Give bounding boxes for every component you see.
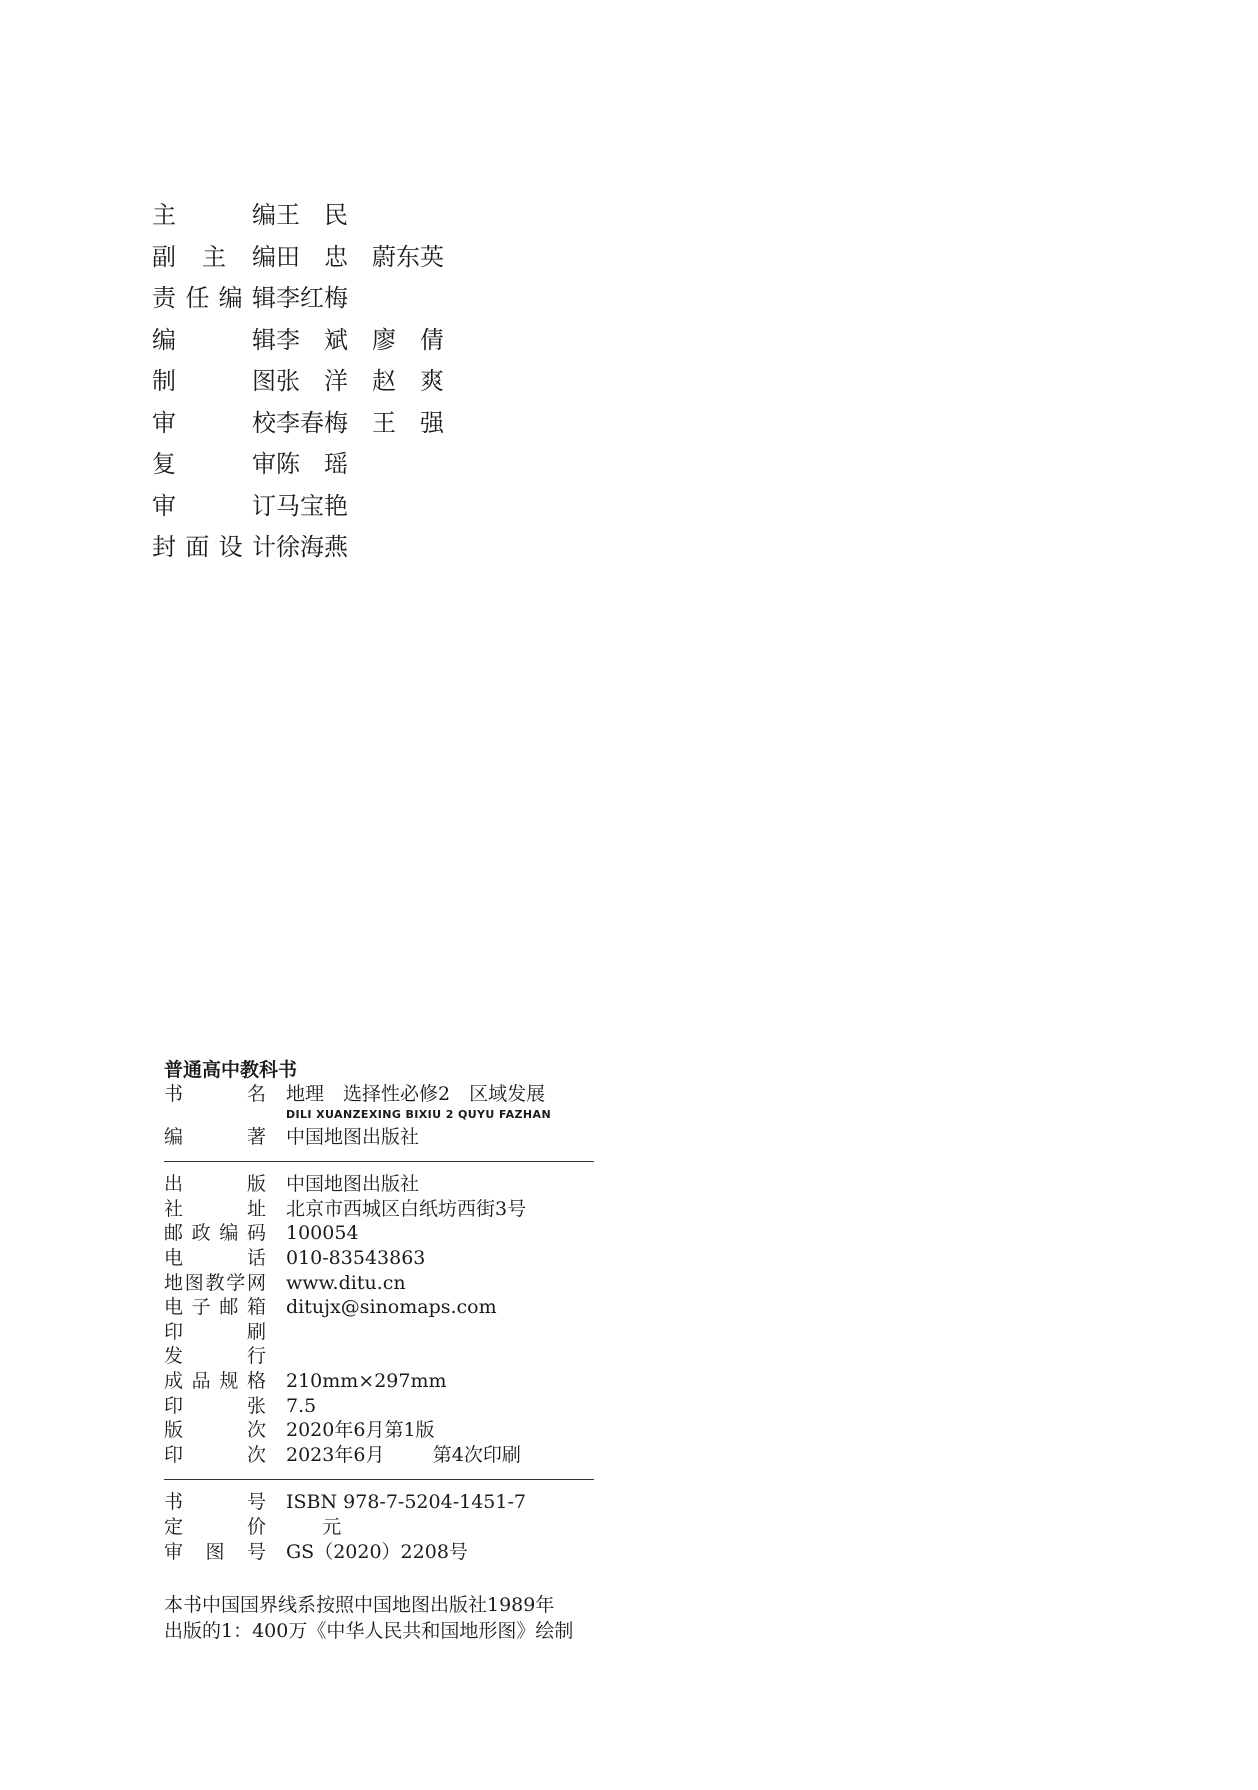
field-label	[164, 1221, 266, 1246]
label-char: 品	[191, 1369, 211, 1392]
label-char: 次	[246, 1419, 266, 1442]
field-value: 2020年6月第1版	[286, 1419, 435, 1442]
label-char: 码	[246, 1222, 266, 1245]
credit-value: 廖倩	[372, 325, 468, 354]
label-char: 编	[152, 325, 176, 354]
field-label	[164, 1246, 266, 1271]
credits-list	[152, 192, 468, 566]
detail-row	[164, 1295, 594, 1320]
credit-value: 李红梅	[276, 284, 348, 313]
divider	[164, 1161, 594, 1162]
field-value: 中国地图出版社	[286, 1173, 420, 1196]
price-value: 元	[286, 1515, 342, 1538]
label-char: 出	[164, 1173, 184, 1196]
label-char: 址	[246, 1197, 266, 1220]
label-char: 设	[218, 533, 243, 562]
credit-label	[152, 444, 276, 479]
map-review-row	[164, 1540, 594, 1565]
divider	[164, 1479, 594, 1480]
field-label	[164, 1490, 266, 1515]
label-char: 面	[185, 533, 210, 562]
field-label	[164, 1295, 266, 1320]
label-char: 辑	[252, 325, 276, 354]
label-char: 主	[152, 201, 176, 230]
detail-row	[164, 1246, 594, 1271]
field-value: ditujx@sinomaps.com	[286, 1296, 497, 1319]
label-char: 编	[219, 1222, 239, 1245]
label-char: 图	[205, 1540, 225, 1563]
detail-row	[164, 1369, 594, 1394]
series-title: 普通高中教科书	[164, 1059, 298, 1081]
boundary-note	[164, 1592, 594, 1644]
label-char: 号	[246, 1491, 266, 1514]
publication-details	[164, 1172, 594, 1467]
label-char: 印	[164, 1320, 184, 1343]
field-label	[164, 1369, 266, 1394]
credit-value: 李春梅	[276, 408, 348, 437]
field-label	[164, 1197, 266, 1222]
book-name-value: 地理 选择性必修2 区域发展	[286, 1083, 546, 1105]
field-label	[164, 1172, 266, 1197]
field-value: 100054	[286, 1222, 359, 1245]
label-char: 任	[185, 284, 210, 313]
label-char: 箱	[246, 1296, 266, 1319]
label-char: 邮	[164, 1222, 184, 1245]
note-line: 本书中国国界线系按照中国地图出版社1989年	[164, 1594, 555, 1617]
label-char: 校	[252, 408, 276, 437]
credit-value: 赵爽	[372, 367, 468, 396]
field-label	[164, 1125, 266, 1150]
credit-label	[152, 320, 276, 355]
field-label	[164, 1540, 266, 1565]
label-char: 张	[246, 1394, 266, 1417]
label-char: 审	[152, 408, 176, 437]
credit-row	[152, 400, 468, 442]
field-label	[164, 1443, 266, 1468]
label-char: 图	[184, 1271, 204, 1294]
field-label	[164, 1320, 266, 1345]
label-char: 名	[246, 1083, 266, 1105]
label-char: 学	[226, 1271, 246, 1294]
credit-value: 李斌	[276, 325, 372, 354]
label-char: 次	[246, 1443, 266, 1466]
label-char: 电	[164, 1246, 184, 1269]
credit-value: 马宝艳	[276, 491, 348, 520]
label-char: 书	[164, 1083, 184, 1105]
credit-label	[152, 361, 276, 396]
field-label	[164, 1394, 266, 1419]
label-char: 政	[191, 1222, 211, 1245]
credit-value: 王民	[276, 201, 372, 230]
label-char: 网	[246, 1271, 266, 1294]
label-char: 编	[164, 1125, 184, 1148]
author-row	[164, 1125, 594, 1150]
credit-value: 陈瑶	[276, 450, 372, 479]
detail-row	[164, 1418, 594, 1443]
field-label	[164, 1082, 266, 1107]
label-char: 主	[202, 242, 226, 271]
credit-row	[152, 441, 468, 483]
detail-row	[164, 1443, 594, 1468]
label-char: 成	[164, 1369, 184, 1392]
detail-row	[164, 1221, 594, 1246]
label-char: 行	[246, 1345, 266, 1368]
isbn-row	[164, 1490, 594, 1515]
label-char: 邮	[219, 1296, 239, 1319]
label-char: 书	[164, 1491, 184, 1514]
label-char: 计	[251, 533, 276, 562]
book-name-pinyin: DILI XUANZEXING BIXIU 2 QUYU FAZHAN	[286, 1107, 552, 1121]
map-review-value: GS（2020）2208号	[286, 1540, 468, 1563]
label-char: 复	[152, 450, 176, 479]
label-char: 刷	[246, 1320, 266, 1343]
credit-row	[152, 192, 468, 234]
note-line: 出版的1：400万《中华人民共和国地形图》绘制	[164, 1620, 574, 1643]
credit-label	[152, 527, 276, 562]
field-value: 210mm×297mm	[286, 1369, 447, 1392]
detail-row	[164, 1320, 594, 1345]
label-char: 封	[152, 533, 176, 562]
imprint-block	[164, 1058, 594, 1644]
isbn-value: ISBN 978-7-5204-1451-7	[286, 1491, 526, 1514]
label-char: 号	[246, 1540, 266, 1563]
detail-row	[164, 1172, 594, 1197]
credit-label	[152, 278, 276, 313]
label-char: 社	[164, 1197, 184, 1220]
label-char: 教	[205, 1271, 225, 1294]
credit-value: 王强	[372, 408, 468, 437]
book-name-row	[164, 1082, 594, 1107]
label-char: 版	[246, 1173, 266, 1196]
label-char: 编	[252, 201, 276, 230]
credit-value: 田忠	[276, 242, 372, 271]
label-char: 编	[252, 242, 276, 271]
credit-row	[152, 275, 468, 317]
label-char: 印	[164, 1394, 184, 1417]
credit-row	[152, 234, 468, 276]
field-value: 北京市西城区白纸坊西街3号	[286, 1197, 527, 1220]
label-char: 版	[164, 1419, 184, 1442]
detail-row	[164, 1271, 594, 1296]
credit-row	[152, 483, 468, 525]
label-char: 著	[246, 1125, 266, 1148]
detail-row	[164, 1344, 594, 1369]
label-char: 格	[246, 1369, 266, 1392]
field-value: 2023年6月 第4次印刷	[286, 1443, 521, 1466]
credit-row	[152, 358, 468, 400]
credit-label	[152, 237, 276, 272]
credit-value: 张洋	[276, 367, 372, 396]
label-char: 制	[152, 367, 176, 396]
label-char: 子	[191, 1296, 211, 1319]
label-char: 话	[246, 1246, 266, 1269]
label-char: 订	[252, 491, 276, 520]
label-char: 定	[164, 1515, 184, 1538]
credit-value: 蔚东英	[372, 242, 444, 271]
label-char: 审	[164, 1540, 184, 1563]
detail-row	[164, 1197, 594, 1222]
detail-row	[164, 1394, 594, 1419]
credit-row	[152, 317, 468, 359]
label-char: 规	[219, 1369, 239, 1392]
identifier-details	[164, 1490, 594, 1564]
credit-label	[152, 486, 276, 521]
label-char: 印	[164, 1443, 184, 1466]
label-char: 责	[152, 284, 176, 313]
field-value: www.ditu.cn	[286, 1271, 406, 1294]
field-label	[164, 1515, 266, 1540]
label-char: 审	[152, 491, 176, 520]
credit-row	[152, 524, 468, 566]
label-char: 价	[246, 1515, 266, 1538]
field-value: 010-83543863	[286, 1246, 426, 1269]
author-value: 中国地图出版社	[286, 1125, 420, 1148]
field-label	[164, 1418, 266, 1443]
label-char: 副	[152, 242, 176, 271]
label-char: 图	[252, 367, 276, 396]
label-char: 辑	[251, 284, 276, 313]
price-row	[164, 1515, 594, 1540]
credit-label	[152, 195, 276, 230]
label-char: 电	[164, 1296, 184, 1319]
field-label	[164, 1344, 266, 1369]
label-char: 发	[164, 1345, 184, 1368]
label-char: 编	[218, 284, 243, 313]
field-value: 7.5	[286, 1394, 317, 1417]
credit-value: 徐海燕	[276, 533, 348, 562]
label-char: 审	[252, 450, 276, 479]
label-char: 地	[164, 1271, 184, 1294]
credit-label	[152, 403, 276, 438]
field-label	[164, 1271, 266, 1296]
